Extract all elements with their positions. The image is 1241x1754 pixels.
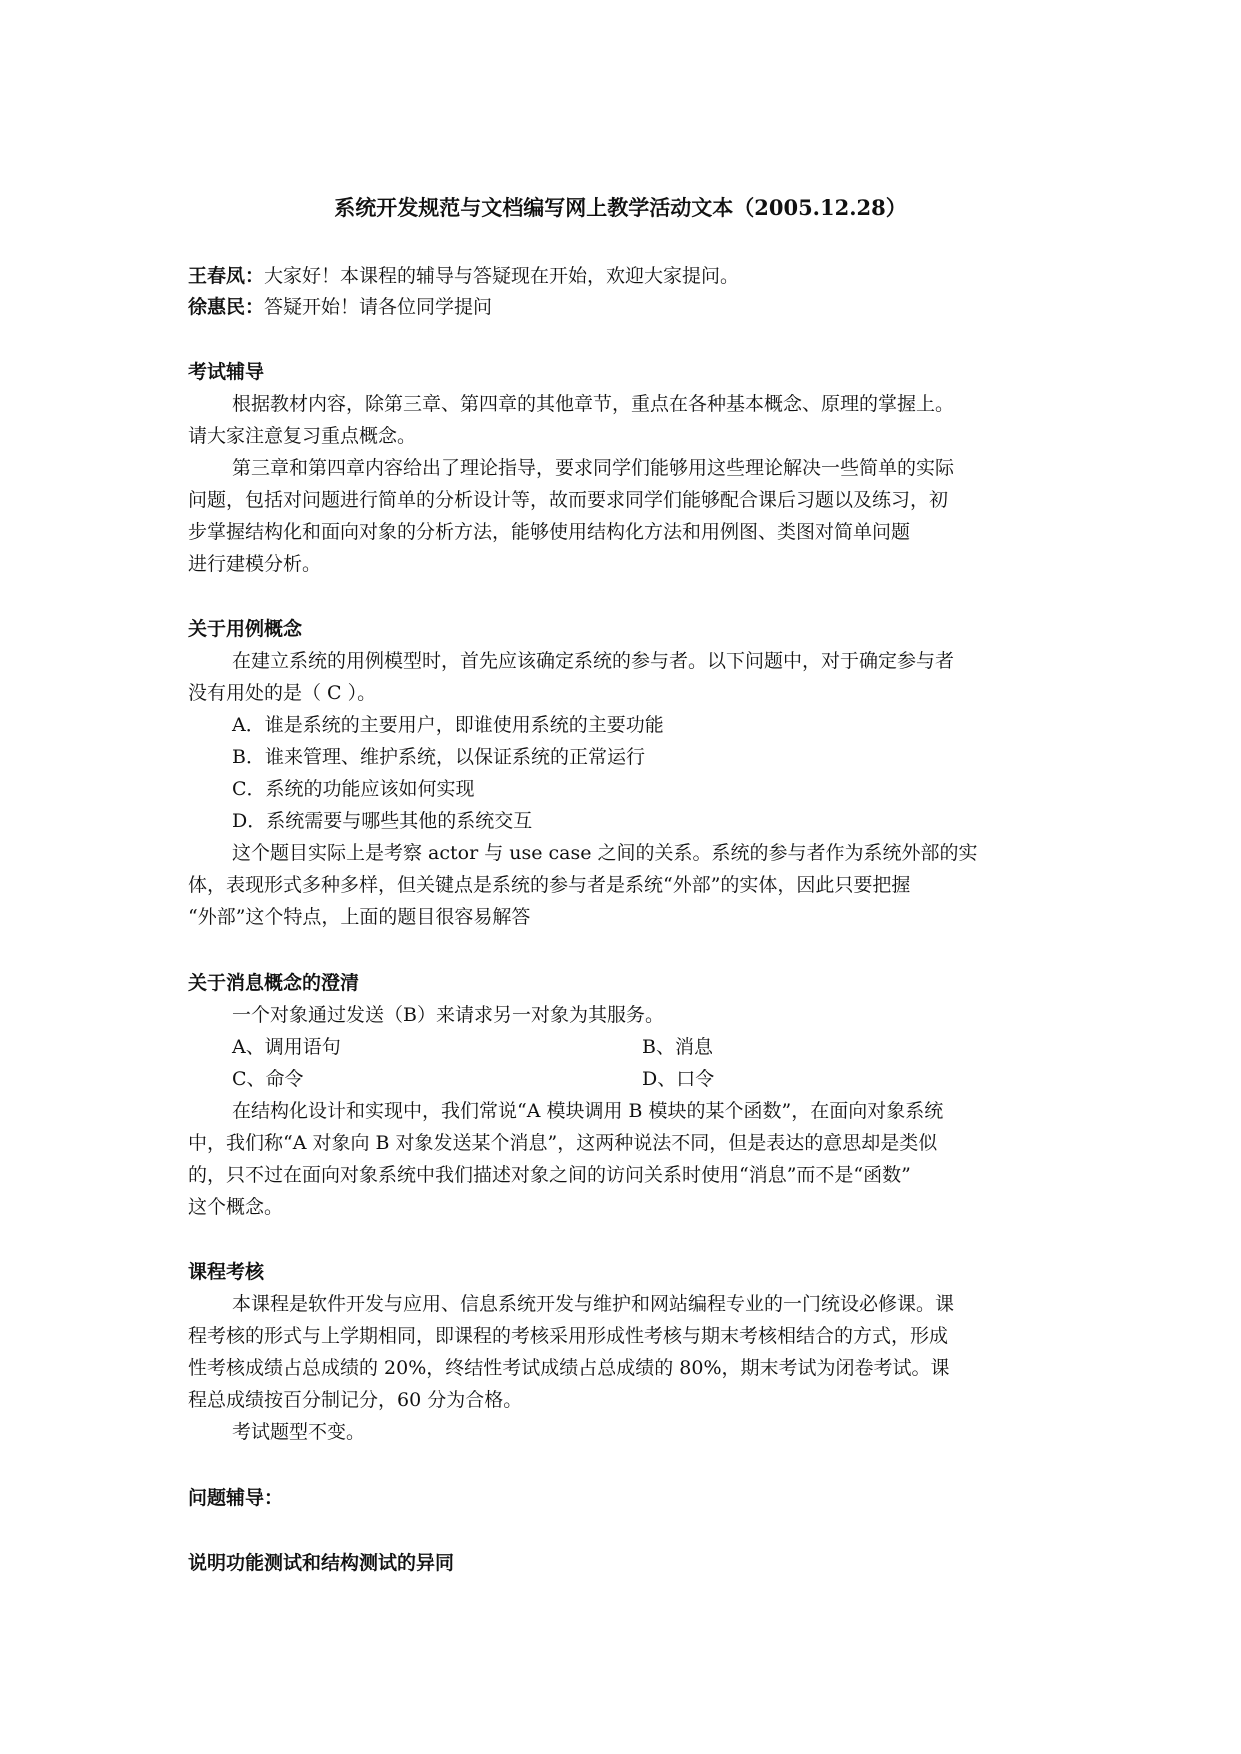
document-title: 系统开发规范与文档编写网上教学活动文本（2005.12.28） [334,195,907,220]
option-d: D、口令 [642,1068,715,1090]
paragraph-line: 步掌握结构化和面向对象的分析方法，能够使用结构化方法和用例图、类图对简单问题 [188,521,911,543]
section-heading-assessment: 课程考核 [188,1261,265,1283]
paragraph-line: 第三章和第四章内容给出了理论指导，要求同学们能够用这些理论解决一些简单的实际 [232,457,955,479]
option-d: D．系统需要与哪些其他的系统交互 [232,810,533,832]
paragraph-line: 问题，包括对问题进行简单的分析设计等，故而要求同学们能够配合课后习题以及练习，初 [188,489,949,511]
paragraph-line: 考试题型不变。 [232,1421,366,1443]
intro-text: 大家好！本课程的辅导与答疑现在开始，欢迎大家提问。 [264,265,740,287]
option-row [232,1032,713,1062]
paragraph-line: 在建立系统的用例模型时，首先应该确定系统的参与者。以下问题中，对于确定参与者 [232,650,955,672]
section-heading-message: 关于消息概念的澄清 [188,972,360,994]
option-a: A、调用语句 [232,1036,341,1058]
paragraph-line: 体，表现形式多种多样，但关键点是系统的参与者是系统“外部”的实体，因此只要把握 [188,874,911,896]
option-b: B、消息 [642,1036,713,1058]
paragraph-line: 没有用处的是（ C ）。 [188,682,377,704]
paragraph-line: 请大家注意复习重点概念。 [188,425,417,447]
paragraph-line: 一个对象通过发送（B）来请求另一对象为其服务。 [232,1004,664,1026]
option-row [232,1064,715,1094]
paragraph-line: 根据教材内容，除第三章、第四章的其他章节，重点在各种基本概念、原理的掌握上。 [232,393,955,415]
intro-line-1 [188,261,739,291]
option-c: C、命令 [232,1068,304,1090]
option-b: B．谁来管理、维护系统，以保证系统的正常运行 [232,746,645,768]
section-heading-qa: 问题辅导： [188,1487,284,1509]
question-heading: 说明功能测试和结构测试的异同 [188,1552,455,1574]
option-a: A．谁是系统的主要用户，即谁使用系统的主要功能 [232,714,664,736]
paragraph-line: 这个题目实际上是考察 actor 与 use case 之间的关系。系统的参与者作为系统外部的实 [232,842,978,864]
section-heading-usecase: 关于用例概念 [188,618,303,640]
paragraph-line: 的，只不过在面向对象系统中我们描述对象之间的访问关系时使用“消息”而不是“函数” [188,1164,911,1186]
section-heading-exam: 考试辅导 [188,361,265,383]
intro-line-2 [188,292,492,322]
speaker-name: 徐惠民： [188,296,265,318]
speaker-name: 王春凤： [188,265,265,287]
paragraph-line: 程总成绩按百分制记分，60 分为合格。 [188,1389,523,1411]
paragraph-line: 程考核的形式与上学期相同，即课程的考核采用形成性考核与期末考核相结合的方式，形成 [188,1325,949,1347]
paragraph-line: 进行建模分析。 [188,553,322,575]
paragraph-line: “外部”这个特点，上面的题目很容易解答 [188,906,531,928]
paragraph-line: 中，我们称“A 对象向 B 对象发送某个消息”，这两种说法不同，但是表达的意思却是类似 [188,1132,938,1154]
intro-text: 答疑开始！请各位同学提问 [264,296,493,318]
paragraph-line: 性考核成绩占总成绩的 20%，终结性考试成绩占总成绩的 80%，期末考试为闭卷考试。课 [188,1357,950,1379]
paragraph-line: 在结构化设计和实现中，我们常说“A 模块调用 B 模块的某个函数”，在面向对象系统 [232,1100,944,1122]
option-c: C．系统的功能应该如何实现 [232,778,475,800]
paragraph-line: 这个概念。 [188,1196,284,1218]
paragraph-line: 本课程是软件开发与应用、信息系统开发与维护和网站编程专业的一门统设必修课。课 [232,1293,955,1315]
